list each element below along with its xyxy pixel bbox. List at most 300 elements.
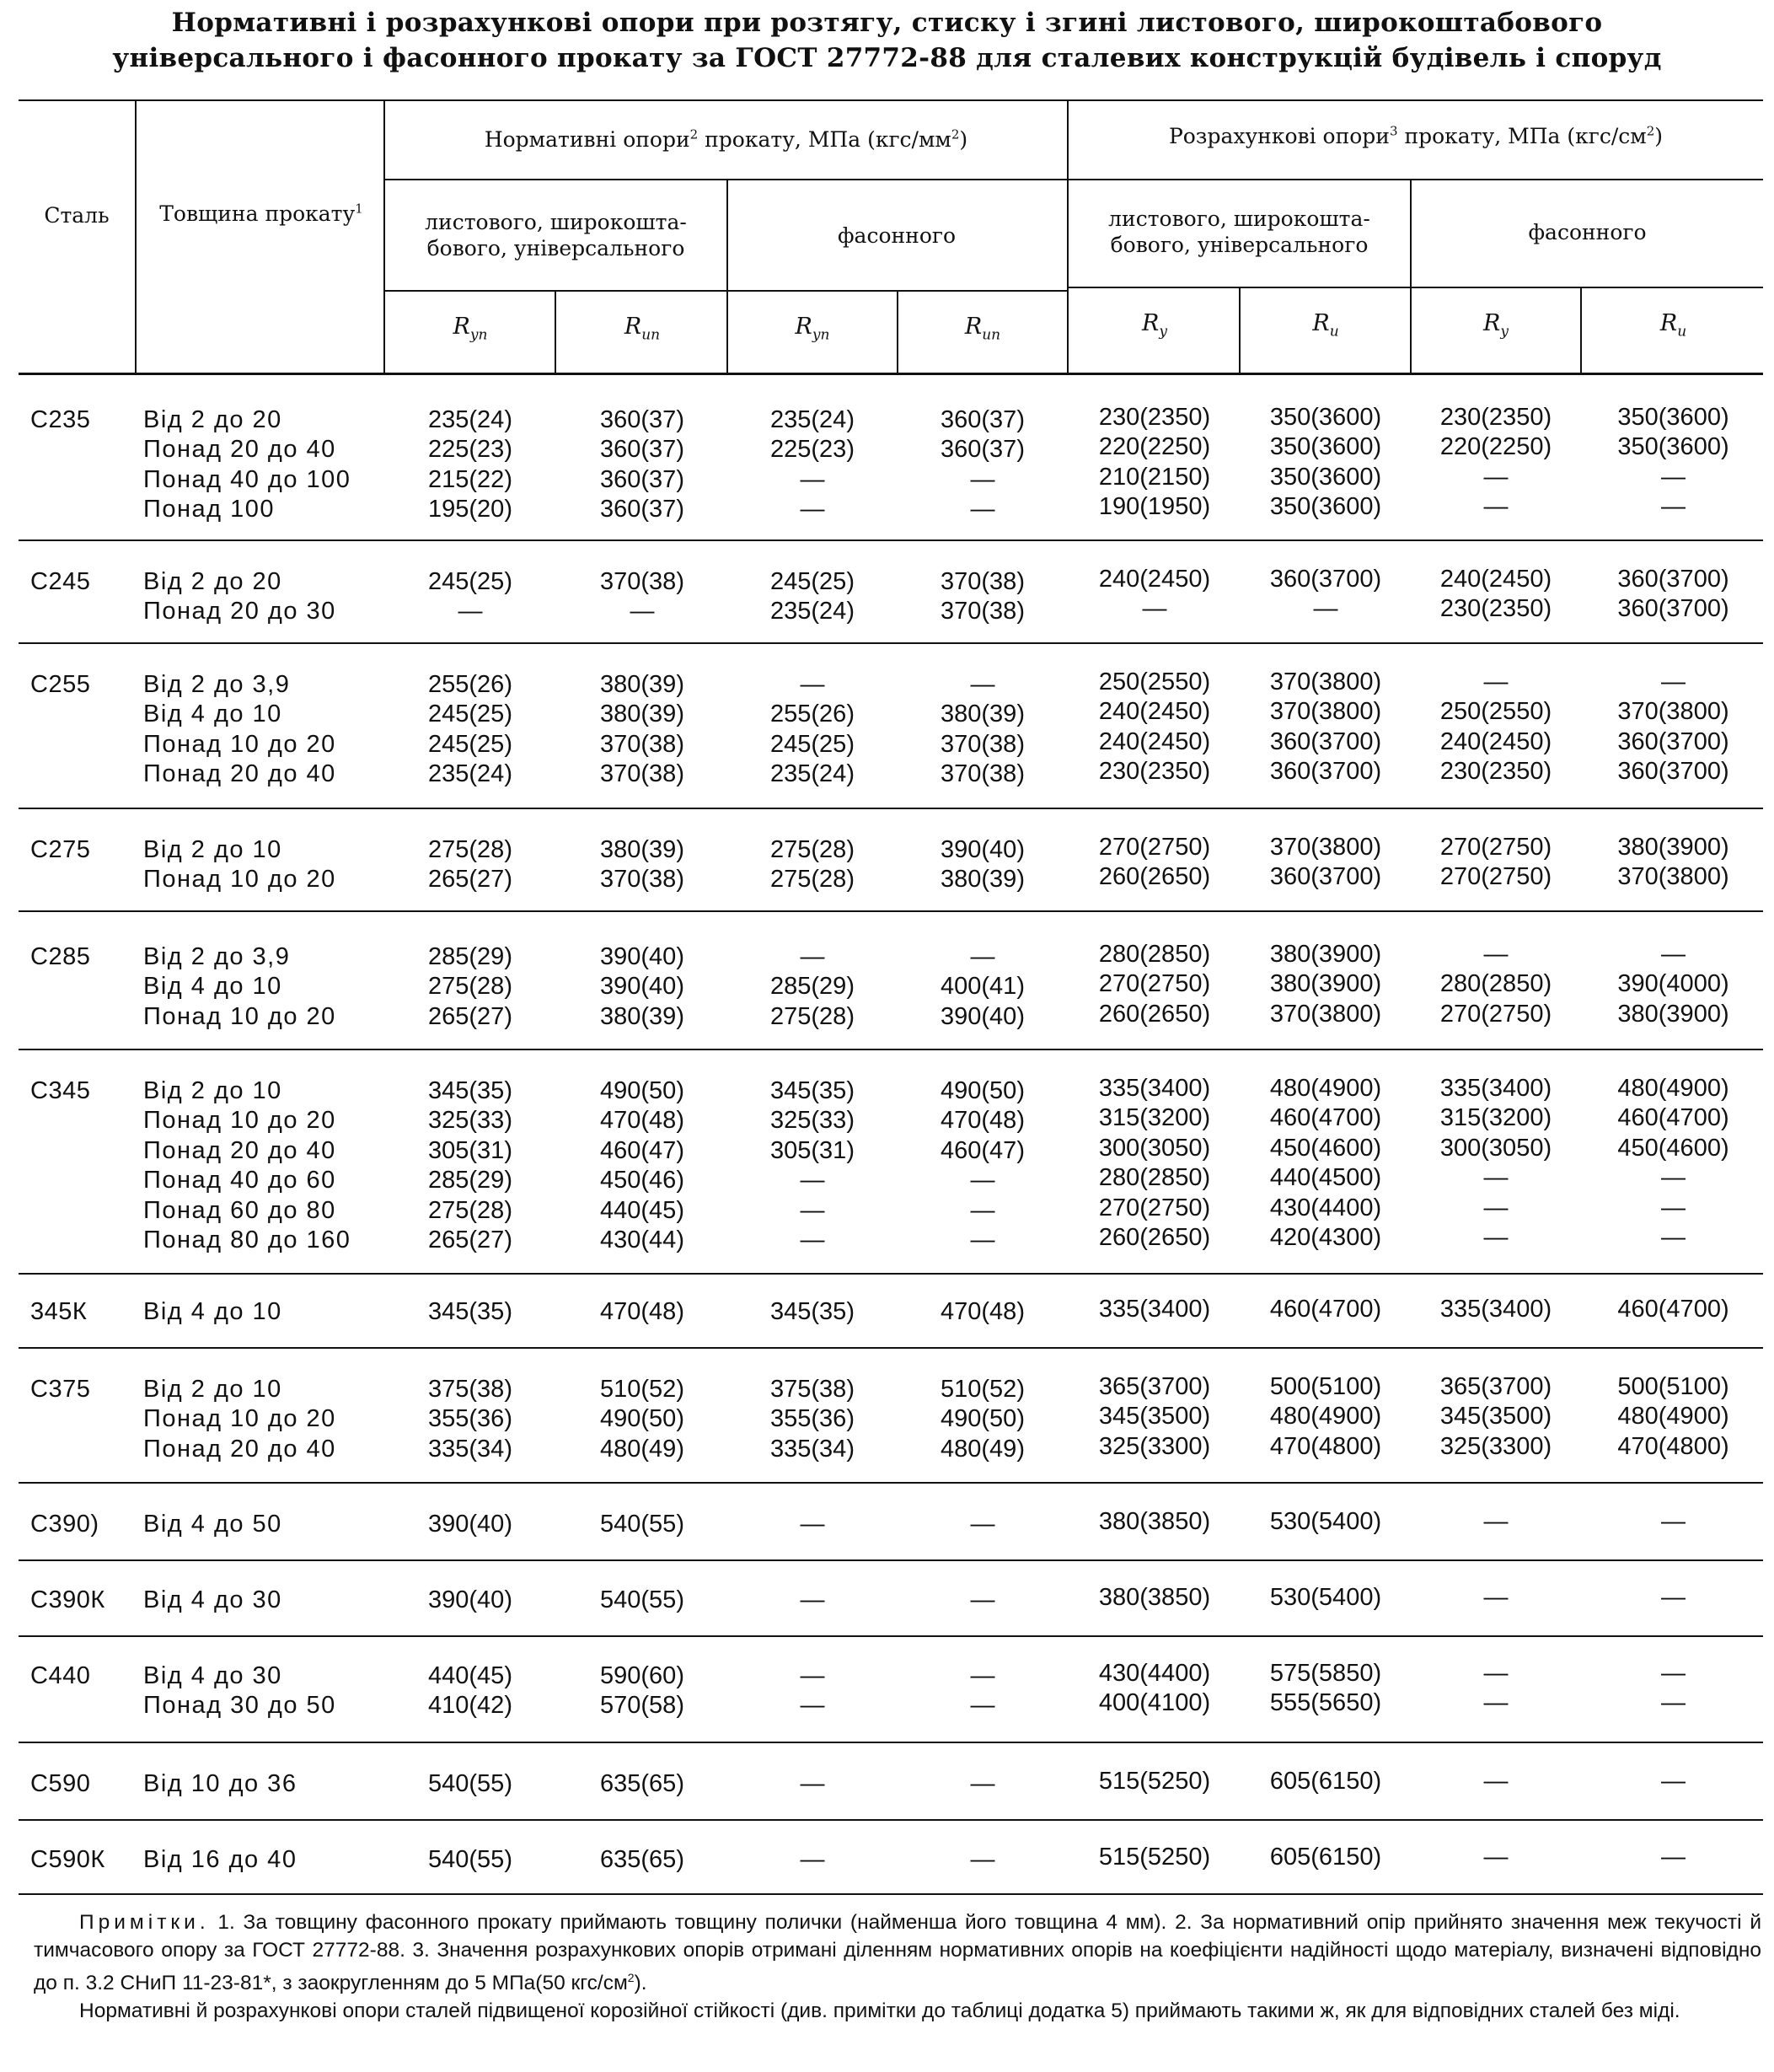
table-row [0, 1076, 1770, 1106]
header-divider-steel [135, 99, 137, 374]
value-cell: 280(2850) [1098, 1164, 1211, 1192]
value-cell: 260(2650) [1098, 1000, 1211, 1028]
value-cell: 570(58) [600, 1692, 684, 1720]
value-cell: — [800, 1662, 825, 1689]
value-cell: — [1313, 595, 1338, 623]
steel-grade: С590 [30, 1770, 91, 1797]
value-cell: 335(3400) [1439, 1075, 1552, 1102]
value-cell: 370(38) [600, 730, 684, 758]
table-row [0, 864, 1770, 894]
value-cell: — [1661, 1584, 1686, 1611]
value-cell: — [970, 1586, 995, 1613]
value-cell: 370(3800) [1269, 1000, 1382, 1028]
value-cell: 265(27) [428, 1227, 512, 1253]
header-divider-sym-5 [1239, 287, 1241, 374]
value-cell: — [1483, 1508, 1509, 1535]
value-cell: 245(25) [428, 730, 512, 758]
value-cell: 240(2450) [1439, 566, 1552, 593]
notes-p1: 1. За товщину фасонного прокату приймають товщину полички (найменша його товщина 4 мм). 2. За нормативний опір прийнято значення меж текучості й тимчасового опору за ГОСТ 27772-88. 3. Значення розрахункових опорів отримані діленням нормативних опорів на коефіцієнти надійності щодо матеріалу, визначені відповідно до п. 3.2 СНиП 11-23-81*, з заокругленням до 5 МПа(50 кгс/см [34, 1911, 1761, 1995]
header-design-unit-sup: 2 [1646, 123, 1655, 139]
group-separator [19, 1482, 1763, 1484]
value-cell: 440(4500) [1269, 1164, 1382, 1192]
value-cell: 540(55) [428, 1846, 512, 1873]
header-symbol-R-yn [730, 314, 895, 343]
value-cell: 190(1950) [1098, 493, 1211, 521]
value-cell: — [1661, 1508, 1686, 1535]
value-cell: — [1661, 941, 1686, 968]
header-divider-sym-1 [555, 290, 556, 374]
steel-grade: 345К [30, 1298, 88, 1325]
value-cell: — [970, 1167, 995, 1194]
value-cell: 355(36) [428, 1405, 512, 1433]
thickness-cell: Понад 40 до 100 [143, 465, 351, 493]
steel-grade: С235 [30, 406, 91, 433]
thickness-cell: Від 2 до 3,9 [143, 671, 291, 698]
value-cell: 235(24) [770, 760, 855, 788]
header-design-close: ) [1654, 124, 1664, 148]
value-cell: 335(34) [428, 1435, 512, 1463]
value-cell: 350(3600) [1269, 433, 1382, 461]
value-cell: 360(37) [941, 436, 1025, 464]
value-cell: 315(3200) [1098, 1104, 1211, 1132]
value-cell: — [1483, 1660, 1509, 1687]
value-cell: 490(50) [941, 1077, 1025, 1104]
value-cell: 480(49) [600, 1435, 684, 1463]
thickness-cell: Від 2 до 10 [143, 1077, 282, 1104]
value-cell: 370(3800) [1269, 668, 1382, 695]
value-cell: 390(40) [941, 836, 1025, 863]
thickness-cell: Понад 10 до 20 [143, 1107, 336, 1135]
header-sheet-design-line1: листового, широкошта- [1108, 207, 1370, 231]
header-normative-text: Нормативні опори [484, 127, 690, 152]
value-cell: 480(4900) [1269, 1075, 1382, 1102]
value-cell: 480(4900) [1617, 1403, 1729, 1431]
value-cell: 590(60) [600, 1662, 684, 1689]
header-divider-sheet-shaped-design [1410, 179, 1412, 374]
group-separator [19, 642, 1763, 644]
value-cell: 490(50) [600, 1405, 684, 1433]
thickness-cell: Понад 10 до 20 [143, 866, 336, 894]
thickness-cell: Від 2 до 3,9 [143, 943, 291, 970]
value-cell: 260(2650) [1098, 863, 1211, 891]
value-cell: 400(4100) [1098, 1689, 1211, 1717]
table-row [0, 835, 1770, 865]
value-cell: 325(33) [770, 1107, 855, 1135]
value-cell: 470(48) [941, 1107, 1025, 1135]
group-separator [19, 1559, 1763, 1561]
value-cell: — [1483, 1844, 1509, 1871]
header-split-line-right [1067, 179, 1763, 180]
value-cell: 370(3800) [1617, 698, 1729, 726]
value-cell: 360(3700) [1269, 566, 1382, 593]
value-cell: — [1661, 1660, 1686, 1687]
header-symbol-sub: un [982, 326, 1001, 344]
value-cell: 220(2250) [1098, 433, 1211, 461]
value-cell: 430(44) [600, 1227, 684, 1253]
table-row [0, 405, 1770, 435]
value-cell: 375(38) [428, 1376, 512, 1403]
value-cell: 470(4800) [1617, 1432, 1729, 1460]
table-row [0, 1844, 1770, 1875]
value-cell: 350(3600) [1269, 493, 1382, 521]
value-cell: 270(2750) [1439, 834, 1552, 861]
value-cell: 325(3300) [1439, 1432, 1552, 1460]
value-cell: 490(50) [600, 1077, 684, 1104]
value-cell: 470(48) [600, 1298, 684, 1325]
value-cell: 370(3800) [1269, 834, 1382, 861]
value-cell: 325(3300) [1098, 1432, 1211, 1460]
steel-grade: С440 [30, 1662, 91, 1689]
title-line-1: Нормативні і розрахункові опори при розтягу, стиску і згині листового, широкоштабового [171, 8, 1603, 38]
header-design [1069, 123, 1763, 149]
value-cell: 240(2450) [1439, 727, 1552, 755]
value-cell: 365(3700) [1098, 1373, 1211, 1400]
value-cell: 250(2550) [1098, 668, 1211, 695]
value-cell: — [1483, 493, 1509, 521]
header-symbol-base: R [795, 314, 812, 340]
header-symbol-line-left [383, 290, 1067, 292]
table-row [0, 434, 1770, 464]
value-cell: 270(2750) [1098, 834, 1211, 861]
table-row [0, 1296, 1770, 1327]
value-cell: — [970, 671, 995, 698]
header-steel: Сталь [44, 203, 110, 228]
header-sheet-normative-line1: листового, широкошта- [425, 210, 687, 234]
header-normative [385, 126, 1067, 153]
thickness-cell: Від 4 до 30 [143, 1586, 282, 1613]
value-cell: 360(3700) [1617, 727, 1729, 755]
value-cell: 555(5650) [1269, 1689, 1382, 1717]
header-symbol-sub: y [1159, 323, 1167, 341]
table-row [0, 1135, 1770, 1166]
value-cell: 450(4600) [1269, 1134, 1382, 1162]
value-cell: 390(40) [600, 973, 684, 1001]
value-cell: 240(2450) [1098, 727, 1211, 755]
value-cell: 370(3800) [1617, 863, 1729, 891]
table-row [0, 759, 1770, 789]
value-cell: 235(24) [428, 760, 512, 788]
header-symbol-base: R [1659, 310, 1678, 336]
value-cell: 410(42) [428, 1692, 512, 1720]
value-cell: 360(3700) [1617, 758, 1729, 786]
notes [34, 1908, 1761, 2025]
value-cell: 220(2250) [1439, 433, 1552, 461]
header-shaped-normative: фасонного [837, 223, 957, 248]
value-cell: 370(38) [941, 730, 1025, 758]
value-cell: — [1483, 941, 1509, 968]
document-title [0, 5, 1774, 76]
value-cell: 270(2750) [1098, 970, 1211, 998]
value-cell: 370(38) [941, 760, 1025, 788]
value-cell: 360(37) [600, 496, 684, 523]
value-cell: — [800, 671, 825, 698]
thickness-cell: Понад 20 до 40 [143, 760, 336, 788]
value-cell: 335(3400) [1098, 1075, 1211, 1102]
thickness-cell: Понад 100 [143, 496, 275, 523]
value-cell: 235(24) [770, 598, 855, 625]
group-separator [19, 1347, 1763, 1349]
thickness-cell: Від 4 до 10 [143, 973, 282, 1001]
value-cell: 460(4700) [1617, 1296, 1729, 1323]
value-cell: 300(3050) [1098, 1134, 1211, 1162]
value-cell: 460(47) [600, 1136, 684, 1164]
value-cell: 380(3900) [1617, 1000, 1729, 1028]
value-cell: 275(28) [770, 866, 855, 894]
header-design-sup: 3 [1389, 123, 1398, 139]
header-symbol-base: R [1483, 310, 1501, 336]
value-cell: 245(25) [770, 730, 855, 758]
value-cell: 230(2350) [1098, 758, 1211, 786]
value-cell: 450(46) [600, 1167, 684, 1194]
value-cell: 605(6150) [1269, 1844, 1382, 1871]
header-symbol-sub: yn [812, 326, 830, 344]
table-row [0, 669, 1770, 700]
thickness-cell: Понад 20 до 40 [143, 1435, 336, 1463]
value-cell: 440(45) [428, 1662, 512, 1689]
value-cell: 255(26) [428, 671, 512, 698]
header-symbol-base: R [964, 314, 983, 340]
table-row [0, 971, 1770, 1001]
value-cell: 360(3700) [1269, 727, 1382, 755]
header-sheet-design [1069, 206, 1410, 258]
thickness-cell: Понад 20 до 30 [143, 598, 336, 625]
value-cell: 345(35) [770, 1298, 855, 1325]
value-cell: 230(2350) [1098, 404, 1211, 431]
value-cell: 605(6150) [1269, 1768, 1382, 1795]
header-normative-unit: прокату, МПа (кгс/мм [698, 127, 951, 152]
steel-grade: С245 [30, 568, 91, 595]
value-cell: 275(28) [770, 1002, 855, 1030]
value-cell: 390(40) [428, 1586, 512, 1613]
value-cell: 265(27) [428, 1002, 512, 1030]
group-separator [19, 1049, 1763, 1050]
value-cell: 390(40) [428, 1511, 512, 1538]
notes-p1-sup: 2 [627, 1971, 635, 1984]
header-design-text: Розрахункові опори [1168, 124, 1390, 148]
header-symbol-sub: u [1329, 323, 1339, 341]
value-cell: — [970, 1662, 995, 1689]
value-cell: 370(38) [600, 568, 684, 595]
value-cell: 195(20) [428, 496, 512, 523]
header-symbol-R-y [1413, 310, 1578, 340]
value-cell: — [1661, 1844, 1686, 1871]
thickness-cell: Від 2 до 20 [143, 568, 282, 595]
thickness-cell: Від 2 до 10 [143, 1376, 282, 1403]
value-cell: 420(4300) [1269, 1224, 1382, 1251]
group-separator [19, 910, 1763, 912]
value-cell: 305(31) [428, 1136, 512, 1164]
value-cell: 380(39) [941, 866, 1025, 894]
table-row [0, 1509, 1770, 1539]
value-cell: 245(25) [428, 568, 512, 595]
value-cell: 335(3400) [1098, 1296, 1211, 1323]
value-cell: 315(3200) [1439, 1104, 1552, 1132]
steel-grade: С390) [30, 1511, 99, 1538]
value-cell: — [800, 1196, 825, 1224]
value-cell: 370(38) [941, 598, 1025, 625]
value-cell: — [970, 465, 995, 493]
value-cell: — [1483, 1768, 1509, 1795]
value-cell: — [800, 1167, 825, 1194]
value-cell: 275(28) [428, 836, 512, 863]
value-cell: 230(2350) [1439, 595, 1552, 623]
header-symbol-base: R [453, 314, 470, 340]
header-symbol-R-y [1070, 310, 1239, 340]
value-cell: 370(38) [600, 866, 684, 894]
value-cell: 430(4400) [1098, 1660, 1211, 1687]
value-cell: 500(5100) [1269, 1373, 1382, 1400]
value-cell: 360(37) [600, 465, 684, 493]
value-cell: 440(45) [600, 1196, 684, 1224]
value-cell: — [1661, 668, 1686, 695]
value-cell: 460(4700) [1617, 1104, 1729, 1132]
table-row [0, 494, 1770, 524]
steel-grade: С375 [30, 1376, 91, 1403]
value-cell: 300(3050) [1439, 1134, 1552, 1162]
value-cell: 275(28) [428, 973, 512, 1001]
value-cell: — [1483, 1164, 1509, 1192]
value-cell: 285(29) [428, 943, 512, 970]
value-cell: — [1661, 463, 1686, 491]
thickness-cell: Від 2 до 10 [143, 836, 282, 863]
header-split-line-left [383, 179, 1067, 180]
title-line-2: універсального і фасонного прокату за ГОСТ 27772-88 для сталевих конструкцій будівель і споруд [112, 43, 1662, 73]
thickness-cell: Понад 80 до 160 [143, 1227, 351, 1253]
value-cell: 285(29) [428, 1167, 512, 1194]
value-cell: — [970, 1846, 995, 1873]
header-symbol-sub: yn [469, 326, 488, 344]
value-cell: 490(50) [941, 1405, 1025, 1433]
notes-label: Примітки. [79, 1911, 210, 1934]
header-sheet-normative [385, 209, 726, 261]
header-symbol-R-un [558, 314, 726, 343]
table-row [0, 1661, 1770, 1691]
value-cell: 285(29) [770, 973, 855, 1001]
value-cell: — [800, 1846, 825, 1873]
value-cell: 540(55) [428, 1770, 512, 1797]
value-cell: 365(3700) [1439, 1373, 1552, 1400]
table-row [0, 1374, 1770, 1404]
value-cell: 515(5250) [1098, 1768, 1211, 1795]
value-cell: — [1483, 463, 1509, 491]
value-cell: 380(39) [600, 1002, 684, 1030]
value-cell: 430(4400) [1269, 1194, 1382, 1221]
table-row [0, 1165, 1770, 1195]
value-cell: 500(5100) [1617, 1373, 1729, 1400]
value-cell: 575(5850) [1269, 1660, 1382, 1687]
header-design-unit: прокату, МПа (кгс/см [1397, 124, 1647, 148]
value-cell: — [800, 496, 825, 523]
value-cell: 350(3600) [1269, 404, 1382, 431]
value-cell: 375(38) [770, 1376, 855, 1403]
value-cell: 380(39) [600, 836, 684, 863]
value-cell: — [800, 1586, 825, 1613]
group-separator [19, 1819, 1763, 1821]
value-cell: 280(2850) [1098, 941, 1211, 968]
value-cell: 215(22) [428, 465, 512, 493]
value-cell: 360(3700) [1269, 758, 1382, 786]
value-cell: 380(39) [600, 701, 684, 728]
value-cell: 225(23) [770, 436, 855, 464]
value-cell: 635(65) [600, 1846, 684, 1873]
value-cell: 460(47) [941, 1136, 1025, 1164]
value-cell: 265(27) [428, 866, 512, 894]
group-separator [19, 1273, 1763, 1275]
value-cell: 255(26) [770, 701, 855, 728]
header-normative-unit-sup: 2 [951, 126, 960, 142]
value-cell: 380(3850) [1098, 1584, 1211, 1611]
notes-p1-end: ). [634, 1972, 647, 1995]
value-cell: — [1661, 493, 1686, 521]
value-cell: — [1142, 595, 1167, 623]
value-cell: 235(24) [770, 406, 855, 433]
table-row [0, 942, 1770, 972]
group-separator [19, 1742, 1763, 1743]
table-row [0, 1585, 1770, 1615]
value-cell: 530(5400) [1269, 1508, 1382, 1535]
value-cell: 335(3400) [1439, 1296, 1552, 1323]
value-cell: 210(2150) [1098, 463, 1211, 491]
value-cell: 360(37) [600, 406, 684, 433]
thickness-cell: Від 10 до 36 [143, 1770, 297, 1797]
table-row [0, 596, 1770, 626]
value-cell: 370(3800) [1269, 698, 1382, 726]
table-row [0, 464, 1770, 495]
group-separator [19, 808, 1763, 809]
thickness-cell: Понад 20 до 40 [143, 1136, 336, 1164]
value-cell: 510(52) [600, 1376, 684, 1403]
value-cell: 270(2750) [1439, 1000, 1552, 1028]
thickness-cell: Від 4 до 10 [143, 701, 282, 728]
value-cell: 635(65) [600, 1770, 684, 1797]
steel-grade: С285 [30, 943, 91, 970]
value-cell: — [800, 1770, 825, 1797]
value-cell: 355(36) [770, 1405, 855, 1433]
table-row [0, 1769, 1770, 1799]
value-cell: — [800, 1227, 825, 1253]
table-row [0, 729, 1770, 760]
value-cell: 390(40) [941, 1002, 1025, 1030]
value-cell: 530(5400) [1269, 1584, 1382, 1611]
value-cell: 345(35) [428, 1298, 512, 1325]
value-cell: — [800, 1692, 825, 1720]
table-row [0, 1225, 1770, 1255]
value-cell: 360(3700) [1617, 566, 1729, 593]
value-cell: 470(4800) [1269, 1432, 1382, 1460]
header-symbol-sub: un [641, 326, 661, 344]
value-cell: 250(2550) [1439, 698, 1552, 726]
value-cell: 280(2850) [1439, 970, 1552, 998]
header-symbol-R-yn [386, 314, 555, 343]
group-separator [19, 539, 1763, 541]
value-cell: 305(31) [770, 1136, 855, 1164]
value-cell: 510(52) [941, 1376, 1025, 1403]
value-cell: 480(4900) [1269, 1403, 1382, 1431]
thickness-cell: Від 4 до 30 [143, 1662, 282, 1689]
value-cell: 270(2750) [1439, 863, 1552, 891]
table-row [0, 1434, 1770, 1464]
steel-grade: С390К [30, 1586, 105, 1613]
value-cell: 370(38) [941, 568, 1025, 595]
header-symbol-R-u [1584, 310, 1763, 340]
value-cell: — [1661, 1689, 1686, 1717]
value-cell: 470(48) [941, 1298, 1025, 1325]
table-row [0, 1690, 1770, 1720]
notes-paragraph-2: Нормативні й розрахункові опори сталей підвищеної корозійної стійкості (див. примітки до таблиці додатка 5) приймають такими ж, як для відповідних сталей без міді. [79, 2000, 1680, 2023]
value-cell: — [1661, 1164, 1686, 1192]
header-symbol-sub: y [1500, 323, 1509, 341]
value-cell: — [800, 943, 825, 970]
